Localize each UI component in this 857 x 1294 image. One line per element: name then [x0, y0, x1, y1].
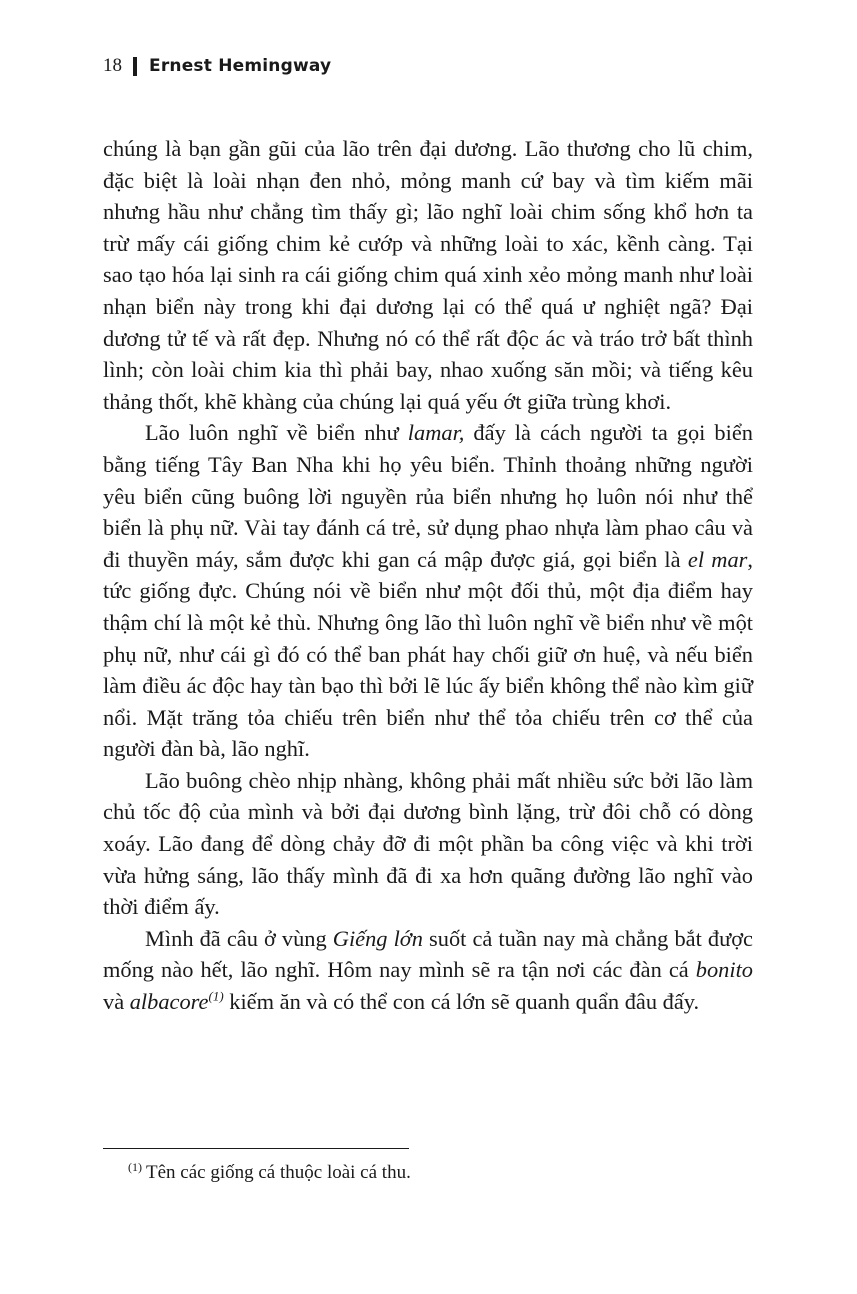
footnote-reference[interactable]: (1) — [208, 988, 224, 1004]
footnote-text: Tên các giống cá thuộc loài cá thu. — [146, 1162, 411, 1183]
paragraph-4: Mình đã câu ở vùng Giếng lớn suốt cả tuần nay mà chẳng bắt được mống nào hết, lão nghĩ. Hôm nay mình sẽ ra tận nơi các đàn cá bonito và albacore$^{(1)}$ kiếm ăn và có thể con cá lớn sẽ quanh quẩn đâu đấy. — [103, 925, 753, 1015]
italic-term-albacore: albacore — [129, 989, 209, 1015]
running-header — [103, 52, 331, 80]
italic-term-lamar: lamar, — [407, 420, 465, 446]
italic-term-gieng-lon: Giếng lớn — [332, 925, 423, 951]
italic-term-bonito: bonito — [695, 957, 753, 983]
footnote — [128, 1160, 411, 1186]
author-name: Ernest Hemingway — [149, 56, 332, 76]
italic-term-el-mar: el mar — [687, 546, 748, 572]
footnote-separator — [103, 1148, 409, 1149]
body-text — [103, 133, 753, 1018]
paragraph-2: Lão luôn nghĩ về biển như lamar, đấy là cách người ta gọi biển bằng tiếng Tây Ban Nha khi họ yêu biển. Thỉnh thoảng những người yêu biển cũng buông lời nguyền rủa biển nhưng họ luôn nói như thể biển là phụ nữ. Vài tay đánh cá trẻ, sử dụng phao nhựa làm phao câu và đi thuyền máy, sắm được khi gan cá mập được giá, gọi biển là el mar, tức giống đực. Chúng nói về biển như một đối thủ, một địa điểm hay thậm chí là một kẻ thù. Nhưng ông lão thì luôn nghĩ về biển như về một phụ nữ, như cái gì đó có thể ban phát hay chối giữ ơn huệ, và nếu biển làm điều ác độc hay tàn bạo thì bởi lẽ lúc ấy biển không thể nào kìm giữ nổi. Mặt trăng tỏa chiếu trên biển như thể tỏa chiếu trên cơ thể của người đàn bà, lão nghĩ. — [103, 420, 753, 762]
header-divider-bar — [133, 57, 137, 76]
footnote-marker: (1) — [128, 1159, 142, 1174]
paragraph-3: Lão buông chèo nhịp nhàng, không phải mất nhiều sức bởi lão làm chủ tốc độ của mình và bởi đại dương bình lặng, trừ đôi chỗ có dòng xoáy. Lão đang để dòng chảy đỡ đi một phần ba công việc và khi trời vừa hửng sáng, lão thấy mình đã đi xa hơn quãng đường lão nghĩ vào thời điểm ấy. — [103, 767, 753, 920]
paragraph-1: chúng là bạn gần gũi của lão trên đại dương. Lão thương cho lũ chim, đặc biệt là loài nhạn đen nhỏ, mỏng manh cứ bay và tìm kiếm mãi nhưng hầu như chẳng tìm thấy gì; lão nghĩ loài chim sống khổ hơn ta trừ mấy cái giống chim kẻ cướp và những loài to xác, kềnh càng. Tại sao tạo hóa lại sinh ra cái giống chim quá xinh xẻo mỏng manh như loài nhạn biển này trong khi đại dương lại có thể quá ư nghiệt ngã? Đại dương tử tế và rất đẹp. Nhưng nó có thể rất độc ác và tráo trở bất thình lình; còn loài chim kia thì phải bay, nhao xuống săn mồi; và tiếng kêu thảng thốt, khẽ khàng của chúng lại quá yếu ớt giữa trùng khơi. — [103, 136, 753, 414]
page-number: 18 — [103, 55, 122, 76]
